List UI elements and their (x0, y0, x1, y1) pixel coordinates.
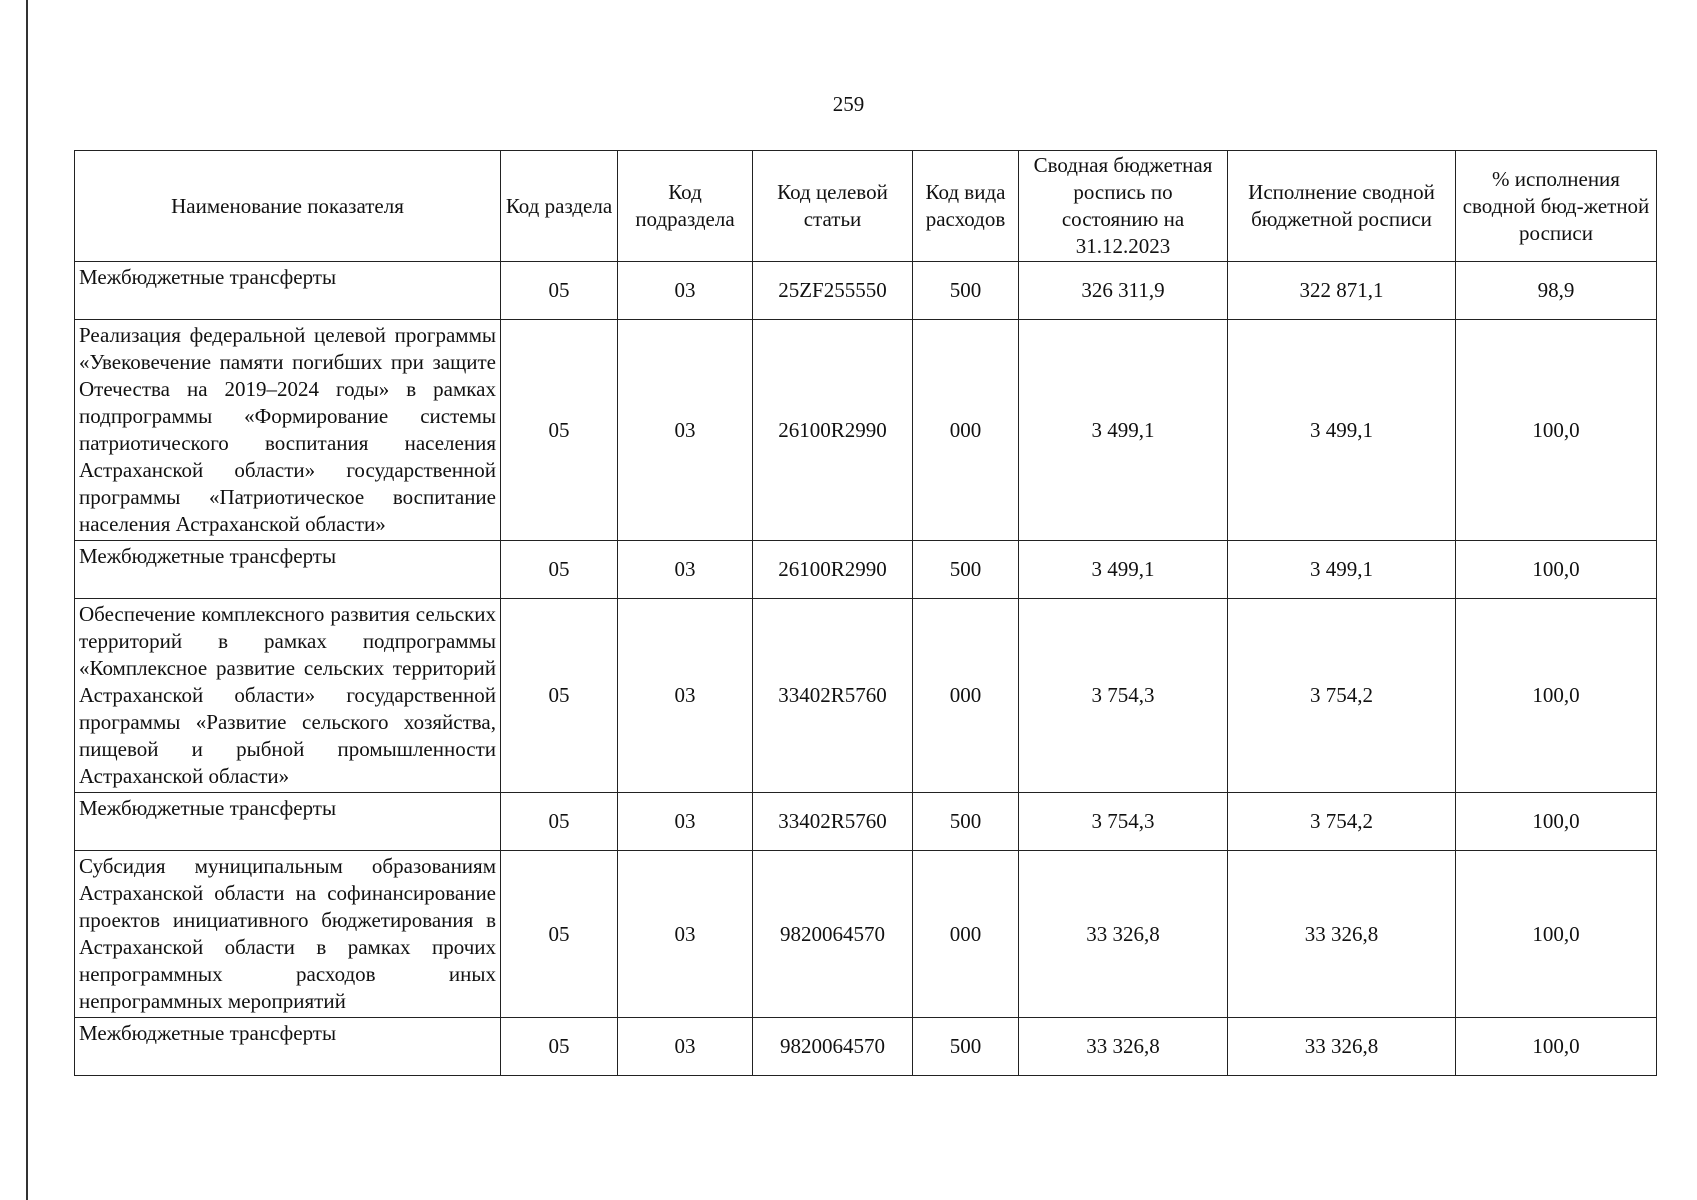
row-name: Межбюджетные трансферты (75, 793, 501, 851)
row-name: Межбюджетные трансферты (75, 262, 501, 320)
row-subsection-code: 03 (618, 262, 753, 320)
row-expense-kind-code: 500 (913, 1018, 1019, 1076)
table-header-row (75, 151, 1657, 262)
row-target-code: 26100R2990 (753, 541, 913, 599)
row-section-code: 05 (501, 1018, 618, 1076)
header-subsection-code: Код подраздела (618, 151, 753, 262)
row-name: Реализация федеральной целевой программы «Увековечение памяти погибших при защите Отечества на 2019–2024 годы» в рамках подпрограммы «Формирование системы патриотического воспитания населения Астраханской области» государственной программы «Патриотическое воспитание населения Астраханской области» (75, 320, 501, 541)
row-section-code: 05 (501, 320, 618, 541)
page-number: 259 (832, 92, 865, 116)
row-section-code: 05 (501, 541, 618, 599)
row-section-code: 05 (501, 262, 618, 320)
row-budget-plan: 3 754,3 (1019, 599, 1228, 793)
row-subsection-code: 03 (618, 851, 753, 1018)
row-target-code: 25ZF255550 (753, 262, 913, 320)
row-budget-execution: 3 754,2 (1228, 793, 1456, 851)
row-target-code: 33402R5760 (753, 793, 913, 851)
row-execution-percent: 100,0 (1456, 793, 1657, 851)
row-name: Субсидия муниципальным образованиям Астраханской области на софинансирование проектов инициативного бюджетирования в Астраханской области в рамках прочих непрограммных расходов иных непрограммных мероприятий (75, 851, 501, 1018)
row-expense-kind-code: 000 (913, 599, 1019, 793)
binding-margin-line (26, 0, 28, 1200)
table-row (75, 541, 1657, 599)
table-row (75, 1018, 1657, 1076)
row-expense-kind-code: 000 (913, 851, 1019, 1018)
row-budget-plan: 3 499,1 (1019, 320, 1228, 541)
row-budget-execution: 3 754,2 (1228, 599, 1456, 793)
row-section-code: 05 (501, 851, 618, 1018)
row-execution-percent: 100,0 (1456, 1018, 1657, 1076)
row-subsection-code: 03 (618, 793, 753, 851)
row-execution-percent: 100,0 (1456, 320, 1657, 541)
header-target-code: Код целевой статьи (753, 151, 913, 262)
row-section-code: 05 (501, 793, 618, 851)
table-row (75, 599, 1657, 793)
row-subsection-code: 03 (618, 1018, 753, 1076)
table-row (75, 851, 1657, 1018)
row-expense-kind-code: 500 (913, 793, 1019, 851)
header-execution-percent: % исполнения сводной бюд-жетной росписи (1456, 151, 1657, 262)
row-budget-plan: 33 326,8 (1019, 1018, 1228, 1076)
row-budget-plan: 3 754,3 (1019, 793, 1228, 851)
header-budget-execution: Исполнение сводной бюджетной росписи (1228, 151, 1456, 262)
budget-execution-table (74, 150, 1657, 1076)
row-execution-percent: 100,0 (1456, 851, 1657, 1018)
row-execution-percent: 100,0 (1456, 599, 1657, 793)
row-subsection-code: 03 (618, 541, 753, 599)
table-row (75, 793, 1657, 851)
row-budget-execution: 322 871,1 (1228, 262, 1456, 320)
header-indicator-name: Наименование показателя (75, 151, 501, 262)
row-name: Межбюджетные трансферты (75, 541, 501, 599)
row-expense-kind-code: 500 (913, 541, 1019, 599)
row-budget-execution: 3 499,1 (1228, 320, 1456, 541)
row-section-code: 05 (501, 599, 618, 793)
row-execution-percent: 98,9 (1456, 262, 1657, 320)
row-budget-execution: 3 499,1 (1228, 541, 1456, 599)
row-execution-percent: 100,0 (1456, 541, 1657, 599)
row-subsection-code: 03 (618, 320, 753, 541)
row-target-code: 9820064570 (753, 1018, 913, 1076)
row-budget-plan: 3 499,1 (1019, 541, 1228, 599)
row-name: Обеспечение комплексного развития сельских территорий в рамках подпрограммы «Комплексное развитие сельских территорий Астраханской области» государственной программы «Развитие сельского хозяйства, пищевой и рыбной промышленности Астраханской области» (75, 599, 501, 793)
header-expense-kind-code: Код вида расходов (913, 151, 1019, 262)
row-budget-execution: 33 326,8 (1228, 851, 1456, 1018)
row-name: Межбюджетные трансферты (75, 1018, 501, 1076)
row-expense-kind-code: 000 (913, 320, 1019, 541)
row-target-code: 9820064570 (753, 851, 913, 1018)
header-section-code: Код раздела (501, 151, 618, 262)
table-row (75, 262, 1657, 320)
row-target-code: 33402R5760 (753, 599, 913, 793)
row-target-code: 26100R2990 (753, 320, 913, 541)
row-expense-kind-code: 500 (913, 262, 1019, 320)
row-budget-plan: 326 311,9 (1019, 262, 1228, 320)
row-budget-plan: 33 326,8 (1019, 851, 1228, 1018)
header-budget-plan: Сводная бюджетная роспись по состоянию на 31.12.2023 (1019, 151, 1228, 262)
table-row (75, 320, 1657, 541)
row-subsection-code: 03 (618, 599, 753, 793)
row-budget-execution: 33 326,8 (1228, 1018, 1456, 1076)
